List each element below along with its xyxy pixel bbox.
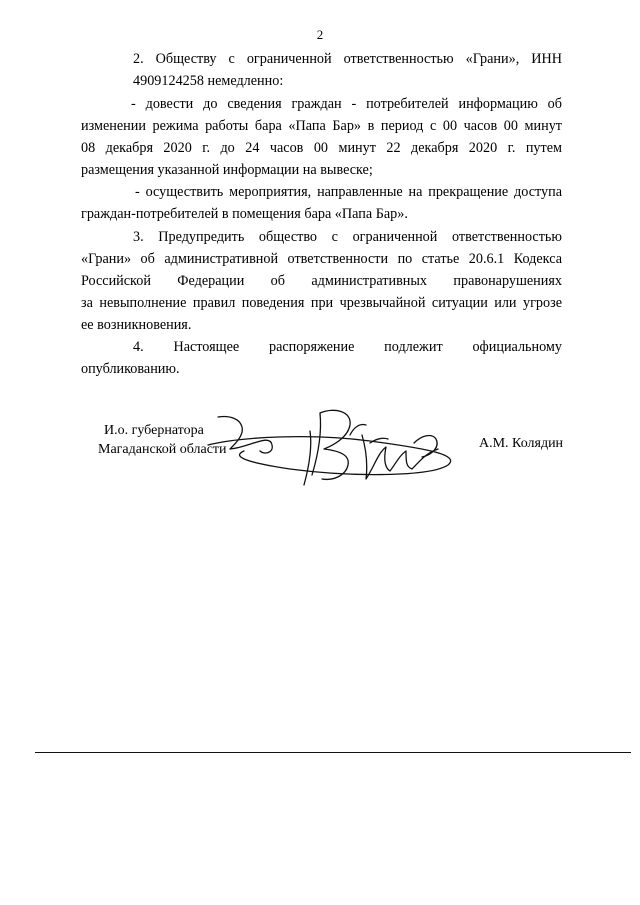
paragraph-2b-line-2: граждан-потребителей в помещения бара «Папа Бар». [81, 206, 408, 222]
paragraph-2a-line-1: - довести до сведения граждан - потребителей информацию об [131, 95, 562, 112]
paragraph-2a-line-2: изменении режима работы бара «Папа Бар» в период с 00 часов 00 минут [81, 117, 562, 134]
paragraph-2a-line-4: размещения указанной информации на вывеске; [81, 161, 373, 178]
paragraph-2a-line-3: 08 декабря 2020 г. до 24 часов 00 минут 22 декабря 2020 г. путем [81, 139, 562, 156]
paragraph-3-line-1: 3. Предупредить общество с ограниченной ответственностью [133, 228, 562, 245]
paragraph-2b-line-1: - осуществить мероприятия, направленные на прекращение доступа [135, 184, 562, 200]
paragraph-3-line-2: «Грани» об административной ответственности по статье 20.6.1 Кодекса [81, 250, 562, 267]
footer-divider [35, 752, 631, 753]
paragraph-2a [81, 94, 562, 181]
paragraph-2 [81, 49, 562, 92]
paragraph-2b [81, 182, 562, 225]
paragraph-3-line-5: ее возникновения. [81, 316, 192, 333]
signatory-position-line-2: Магаданской области [98, 442, 227, 457]
signatory-position-line-1: И.о. губернатора [104, 423, 204, 438]
paragraph-3-line-3: Российской Федерации об административных правонарушениях [81, 272, 562, 289]
paragraph-3 [81, 227, 562, 336]
paragraph-3-line-4: за невыполнение правил поведения при чрезвычайной ситуации или угрозе [81, 294, 562, 311]
paragraph-4-line-1: 4. Настоящее распоряжение подлежит официальному [133, 339, 562, 355]
paragraph-4-line-2: опубликованию. [81, 361, 180, 377]
document-body [81, 49, 562, 380]
handwritten-signature [200, 405, 470, 500]
page-number: 2 [316, 27, 324, 42]
paragraph-2-line-1: 2. Обществу с ограниченной ответственностью «Грани», ИНН [133, 51, 562, 67]
paragraph-4 [81, 337, 562, 380]
paragraph-2-line-2: 4909124258 немедленно: [133, 73, 284, 89]
signatory-name: А.М. Колядин [479, 436, 564, 451]
